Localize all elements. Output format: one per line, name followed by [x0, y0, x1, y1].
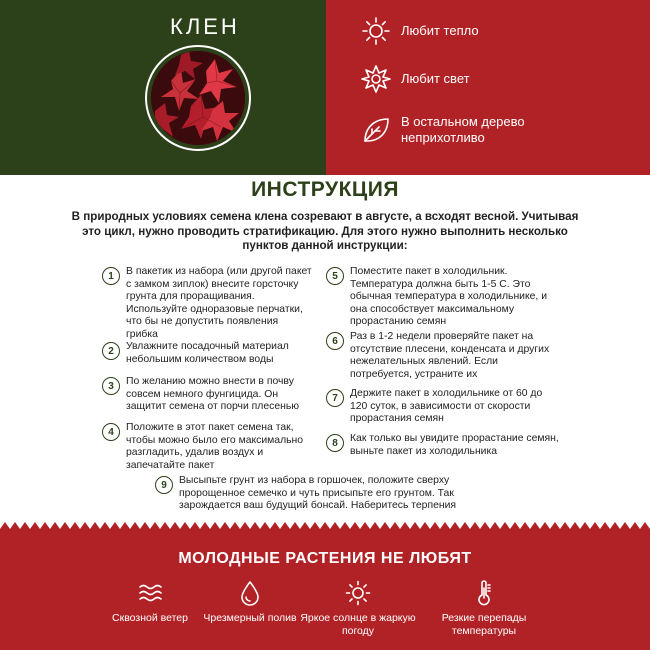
thermometer-icon — [471, 580, 497, 606]
feature-warmth-label: Любит тепло — [401, 23, 479, 38]
feature-unpretentious — [361, 114, 561, 146]
step-number: 5 — [326, 267, 344, 285]
bright-sun-icon — [345, 580, 371, 606]
step-2 — [102, 341, 312, 366]
step-number: 4 — [102, 423, 120, 441]
dislikes-section — [0, 522, 650, 650]
dislike-wind-label: Сквозной ветер — [112, 612, 188, 624]
step-number: 8 — [326, 434, 344, 452]
maple-leaves-photo — [151, 51, 245, 145]
dislike-overwatering-label: Чрезмерный полив — [203, 612, 297, 624]
step-number: 2 — [102, 342, 120, 360]
feature-unpretentious-label: В остальном дерево неприхотливо — [401, 114, 525, 145]
sun-outline-icon — [361, 16, 391, 46]
step-5 — [326, 266, 551, 329]
step-text: Высыпьте грунт из набора в горшочек, положите сверху пророщенное семечко и чуть присыпьте его грунтом. Так зарождается ваш будущий бонсай. Наберитесь терпения — [179, 475, 457, 512]
header — [0, 0, 650, 175]
step-text: В пакетик из набора (или другой пакет с замком зиплок) внесите горсточку грунта для проращивания. Используйте одноразовые перчатки, что бы не допустить появления грибка — [126, 266, 312, 340]
step-number: 3 — [102, 377, 120, 395]
step-number: 1 — [102, 267, 120, 285]
step-number: 6 — [326, 332, 344, 350]
leaf-icon — [361, 115, 391, 145]
dislike-temperature-changes — [424, 580, 544, 637]
dislikes-title: МОЛОДНЫЕ РАСТЕНИЯ НЕ ЛЮБЯТ — [178, 550, 472, 567]
step-4 — [102, 422, 312, 472]
dislike-overwatering — [190, 580, 310, 625]
feature-warmth — [361, 16, 561, 46]
sun-burst-icon — [361, 64, 391, 94]
step-6 — [326, 331, 551, 381]
step-text: Как только вы увидите прорастание семян, выньте пакет из холодильника — [350, 433, 559, 457]
instructions-intro: В природных условиях семена клена созревают в августе, а всходят весной. Учитывая это цикл, нужно проводить стратификацию. Для этого нужно выполнить несколько пунктов данной инструкции: — [71, 210, 579, 252]
plant-photo-frame — [145, 45, 251, 151]
step-text: Раз в 1-2 недели проверяйте пакет на отсутствие плесени, конденсата и других нежелательных явлений. Если потребуется, устраните их — [350, 331, 550, 380]
step-1 — [102, 266, 312, 342]
step-number: 7 — [326, 389, 344, 407]
step-text: По желанию можно внести в почву совсем немного фунгицида. Он защитит семена от порчи плесенью — [126, 376, 300, 413]
feature-light-label: Любит свет — [401, 71, 470, 86]
step-text: Положите в этот пакет семена так, чтобы можно было его максимально разгладить, удалив воздух и запечатайте пакет — [126, 422, 304, 471]
step-text: Увлажните посадочный материал небольшим количеством воды — [126, 341, 289, 365]
water-drop-icon — [237, 580, 263, 606]
dislike-bright-sun — [298, 580, 418, 637]
step-9 — [155, 475, 485, 513]
header-left-panel — [0, 0, 326, 175]
step-text: Поместите пакет в холодильник. Температура должна быть 1-5 С. Это обычная температура в холодильнике, и она способствует максимальному прорастанию семян — [350, 266, 548, 328]
step-3 — [102, 376, 312, 414]
step-7 — [326, 388, 551, 426]
step-8 — [326, 433, 561, 458]
step-text: Держите пакет в холодильнике от 60 до 120 суток, в зависимости от скорости прорастания семян — [350, 388, 543, 425]
instructions-title: ИНСТРУКЦИЯ — [251, 178, 399, 201]
plant-title: КЛЕН — [170, 14, 240, 39]
dislike-bright-sun-label: Яркое солнце в жаркую погоду — [300, 612, 416, 637]
wind-icon — [137, 580, 163, 606]
step-number: 9 — [155, 476, 173, 494]
feature-light — [361, 64, 561, 94]
dislike-temperature-label: Резкие перепады температуры — [441, 612, 527, 637]
